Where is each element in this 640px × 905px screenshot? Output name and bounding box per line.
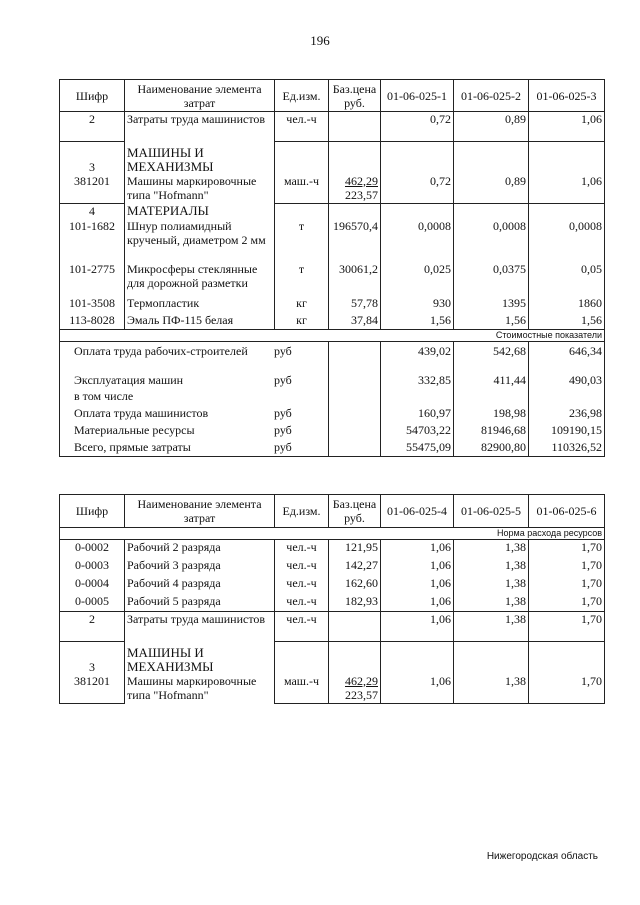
- row-price: 196570,4: [329, 219, 381, 262]
- row-code: 113-8028: [60, 313, 125, 330]
- table-row: [60, 558, 605, 576]
- page-number: 196: [310, 33, 330, 48]
- row-code: 101-1682: [60, 219, 125, 262]
- summary-value-1: 160,97: [381, 406, 454, 423]
- summary-label-text: Оплата труда рабочих-строителей: [74, 344, 248, 358]
- row-value-2: 1,38: [454, 558, 529, 576]
- summary-label-text: Эксплуатация машин: [74, 372, 184, 387]
- row-code: 0-0005: [60, 594, 125, 612]
- row-value-3: 1,06: [529, 112, 605, 127]
- row-price: 462,29: [329, 174, 381, 188]
- header-unit: Ед.изм.: [275, 80, 329, 112]
- summary-label-text: Всего, прямые затраты: [74, 439, 191, 454]
- summary-label: [60, 342, 329, 373]
- summary-value-1: 55475,09: [381, 440, 454, 457]
- row-value-3: 0,0008: [529, 219, 605, 262]
- row-value-3: 1,70: [529, 612, 605, 628]
- summary-unit: руб: [274, 439, 292, 454]
- table-row: [60, 540, 605, 558]
- row-value-2: 1,38: [454, 612, 529, 628]
- row-name: Затраты труда машинистов: [125, 612, 275, 642]
- row-value-1: 1,06: [381, 540, 454, 558]
- row-unit: т: [275, 262, 329, 296]
- row-name: Затраты труда машинистов: [125, 112, 275, 142]
- summary-value-2: 411,44: [454, 373, 529, 389]
- row-price: 30061,2: [329, 262, 381, 296]
- summary-label-text: Оплата труда машинистов: [74, 405, 209, 420]
- summary-row: [60, 440, 605, 457]
- row-value-3: 1860: [529, 296, 605, 313]
- summary-label-text: Материальные ресурсы: [74, 422, 195, 437]
- row-value-2: 0,0008: [454, 219, 529, 262]
- row-name: Машины маркировочные типа "Hofmann": [125, 674, 275, 704]
- row-code: 3: [60, 646, 125, 674]
- table-row: [60, 576, 605, 594]
- row-value-1: 1,06: [381, 674, 454, 688]
- row-name: Рабочий 5 разряда: [125, 594, 275, 612]
- row-name: Машины маркировочные типа "Hofmann": [125, 174, 275, 204]
- table-header-row: [60, 80, 605, 112]
- summary-label-text: в том числе: [74, 388, 134, 403]
- row-value-1: 1,06: [381, 612, 454, 628]
- row-unit: чел.-ч: [275, 594, 329, 612]
- row-value-2: 1395: [454, 296, 529, 313]
- summary-value-1: 439,02: [381, 342, 454, 373]
- row-price: 121,95: [329, 540, 381, 558]
- row-code: 2: [60, 612, 125, 628]
- row-price: [329, 612, 381, 628]
- row-value-2: 0,0375: [454, 262, 529, 296]
- row-value-1: 0,72: [381, 112, 454, 127]
- row-unit: чел.-ч: [275, 558, 329, 576]
- summary-value-3: 646,34: [529, 342, 605, 373]
- row-price: 162,60: [329, 576, 381, 594]
- row-unit: кг: [275, 313, 329, 330]
- row-unit: маш.-ч: [275, 674, 329, 688]
- summary-value-3: 236,98: [529, 406, 605, 423]
- row-price: 142,27: [329, 558, 381, 576]
- row-code: 101-2775: [60, 262, 125, 296]
- row-unit: чел.-ч: [275, 112, 329, 127]
- row-value-2: 1,38: [454, 576, 529, 594]
- row-name: Рабочий 4 разряда: [125, 576, 275, 594]
- row-value-3: 1,56: [529, 313, 605, 330]
- summary-value-3: 110326,52: [529, 440, 605, 457]
- table-row: [60, 646, 605, 674]
- footer-region: Нижегородская область: [486, 851, 598, 862]
- table-row: [60, 313, 605, 330]
- summary-value-2: 81946,68: [454, 423, 529, 440]
- row-code: 0-0002: [60, 540, 125, 558]
- row-name: Эмаль ПФ-115 белая: [125, 313, 275, 330]
- table-row: [60, 594, 605, 612]
- cost-subheader-row: [60, 330, 605, 342]
- row-value-1: 1,56: [381, 313, 454, 330]
- row-unit: кг: [275, 296, 329, 313]
- header-col-1: 01-06-025-4: [381, 495, 454, 528]
- row-name: Термопластик: [125, 296, 275, 313]
- summary-unit: руб: [274, 372, 292, 387]
- header-col-3: 01-06-025-3: [529, 80, 605, 112]
- summary-value-2: 82900,80: [454, 440, 529, 457]
- row-unit: маш.-ч: [275, 174, 329, 188]
- row-value-2: 1,38: [454, 540, 529, 558]
- summary-row: [60, 423, 605, 440]
- summary-unit: руб: [274, 405, 292, 420]
- row-price: 57,78: [329, 296, 381, 313]
- resource-table-2: [59, 494, 605, 704]
- row-value-3: 0,05: [529, 262, 605, 296]
- header-price: Баз.цена руб.: [329, 495, 381, 528]
- summary-value-3: 109190,15: [529, 423, 605, 440]
- row-value-2: 1,56: [454, 313, 529, 330]
- row-price: 182,93: [329, 594, 381, 612]
- row-value-3: 1,06: [529, 174, 605, 188]
- row-value-1: 1,06: [381, 594, 454, 612]
- header-col-1: 01-06-025-1: [381, 80, 454, 112]
- header-col-2: 01-06-025-5: [454, 495, 529, 528]
- cost-subheader: Стоимостные показатели: [381, 330, 605, 342]
- table-row: [60, 112, 605, 127]
- row-value-3: 1,70: [529, 558, 605, 576]
- row-value-2: 0,89: [454, 174, 529, 188]
- summary-unit: руб: [274, 344, 292, 358]
- header-unit: Ед.изм.: [275, 495, 329, 528]
- table-header-row: [60, 495, 605, 528]
- row-code: 381201: [60, 174, 125, 188]
- row-code: 381201: [60, 674, 125, 688]
- row-value-2: 0,89: [454, 112, 529, 127]
- row-value-1: 0,0008: [381, 219, 454, 262]
- row-code: 0-0004: [60, 576, 125, 594]
- row-value-3: 1,70: [529, 576, 605, 594]
- table-row: [60, 262, 605, 296]
- summary-unit: руб: [274, 422, 292, 437]
- row-value-3: 1,70: [529, 540, 605, 558]
- header-price: Баз.цена руб.: [329, 80, 381, 112]
- table-row: [60, 204, 605, 219]
- row-code: 0-0003: [60, 558, 125, 576]
- table-row: [60, 146, 605, 174]
- summary-row: [60, 373, 605, 389]
- summary-value-3: 490,03: [529, 373, 605, 389]
- row-section-title: МАТЕРИАЛЫ: [125, 204, 275, 219]
- row-value-2: 1,38: [454, 674, 529, 688]
- summary-value-1: 332,85: [381, 373, 454, 389]
- header-code: Шифр: [60, 495, 125, 528]
- row-code: 4: [60, 204, 125, 219]
- row-price: [329, 112, 381, 127]
- row-section-title: МАШИНЫ И МЕХАНИЗМЫ: [125, 646, 275, 674]
- norm-subheader: Норма расхода ресурсов: [381, 528, 605, 540]
- header-code: Шифр: [60, 80, 125, 112]
- table-row: [60, 174, 605, 188]
- row-price-secondary: 223,57: [329, 188, 381, 204]
- header-col-2: 01-06-025-2: [454, 80, 529, 112]
- row-name: Рабочий 3 разряда: [125, 558, 275, 576]
- row-value-1: 1,06: [381, 576, 454, 594]
- summary-row: [60, 406, 605, 423]
- header-name: Наименование элемента затрат: [125, 80, 275, 112]
- row-value-1: 0,025: [381, 262, 454, 296]
- summary-value-2: 542,68: [454, 342, 529, 373]
- row-code: 3: [60, 146, 125, 174]
- row-name: Микросферы стеклянные для дорожной разметки: [125, 262, 275, 296]
- table-row: [60, 674, 605, 688]
- row-name: Шнур полиамидный крученый, диаметром 2 мм: [125, 219, 275, 262]
- row-code: 2: [60, 112, 125, 127]
- summary-row: [60, 389, 605, 406]
- row-price-secondary: 223,57: [329, 688, 381, 704]
- header-name: Наименование элемента затрат: [125, 495, 275, 528]
- table-row: [60, 612, 605, 628]
- row-unit: т: [275, 219, 329, 262]
- header-col-3: 01-06-025-6: [529, 495, 605, 528]
- row-value-3: 1,70: [529, 674, 605, 688]
- summary-value-1: 54703,22: [381, 423, 454, 440]
- row-value-1: 930: [381, 296, 454, 313]
- row-price: 37,84: [329, 313, 381, 330]
- row-value-1: 0,72: [381, 174, 454, 188]
- row-section-title: МАШИНЫ И МЕХАНИЗМЫ: [125, 146, 275, 174]
- row-value-3: 1,70: [529, 594, 605, 612]
- row-unit: чел.-ч: [275, 612, 329, 628]
- table-row: [60, 219, 605, 262]
- row-value-2: 1,38: [454, 594, 529, 612]
- summary-value-2: 198,98: [454, 406, 529, 423]
- row-price: 462,29: [329, 674, 381, 688]
- row-value-1: 1,06: [381, 558, 454, 576]
- table-row: [60, 296, 605, 313]
- row-code: 101-3508: [60, 296, 125, 313]
- row-name: Рабочий 2 разряда: [125, 540, 275, 558]
- row-unit: чел.-ч: [275, 540, 329, 558]
- resource-table-1: [59, 79, 605, 457]
- norm-subheader-row: [60, 528, 605, 540]
- summary-row: [60, 342, 605, 373]
- row-unit: чел.-ч: [275, 576, 329, 594]
